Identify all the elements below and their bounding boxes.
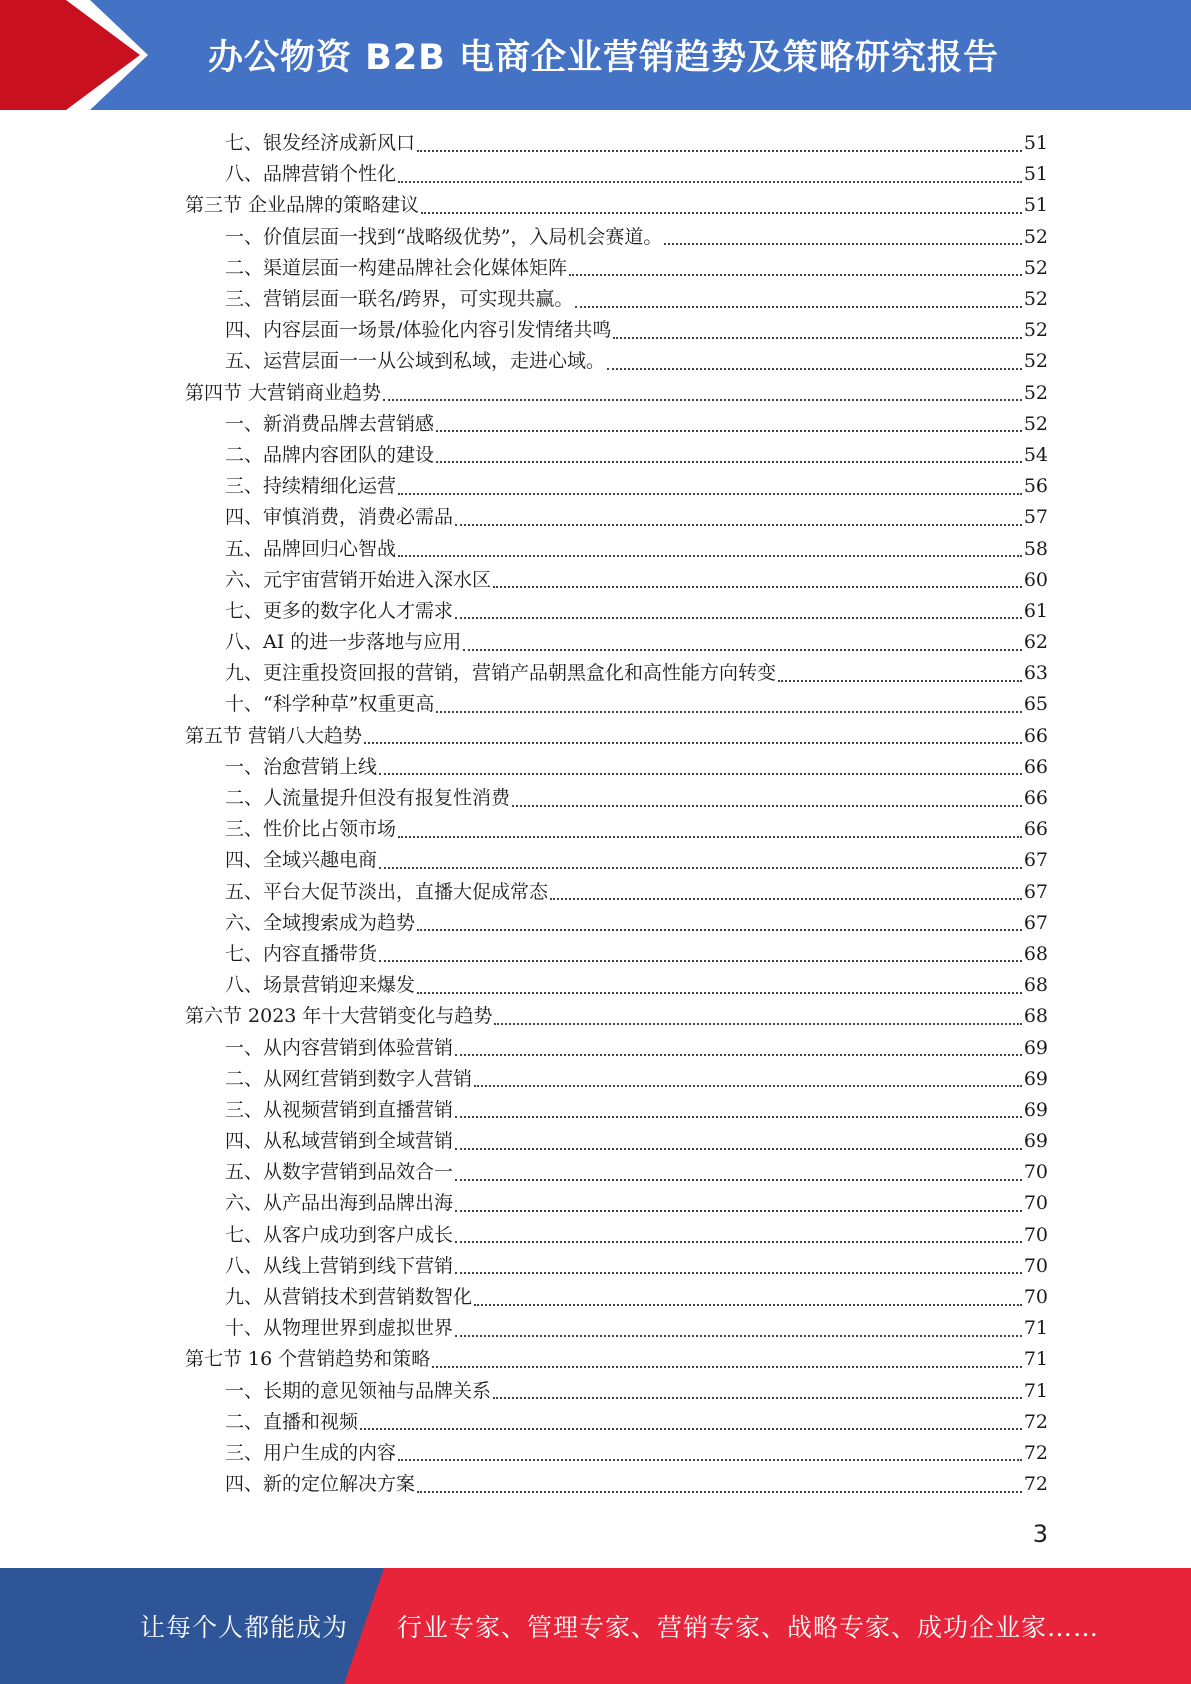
toc-subsection-entry[interactable] [185, 253, 1048, 284]
toc-entry-page: 66 [1023, 787, 1048, 810]
toc-entry-page: 72 [1023, 1410, 1048, 1433]
toc-entry-label: 六、元宇宙营销开始进入深水区 [225, 568, 492, 591]
toc-entry-page: 71 [1023, 1317, 1048, 1340]
toc-entry-label: 第七节 16 个营销趋势和策略 [185, 1348, 431, 1371]
toc-subsection-entry[interactable] [185, 970, 1048, 1001]
toc-entry-page: 72 [1023, 1441, 1048, 1464]
toc-subsection-entry[interactable] [185, 346, 1048, 377]
toc-entry-label: 六、从产品出海到品牌出海 [225, 1192, 454, 1215]
toc-entry-label: 二、从网红营销到数字人营销 [225, 1067, 473, 1090]
toc-entry-label: 四、内容层面一场景/体验化内容引发情绪共鸣 [225, 319, 612, 342]
toc-entry-page: 68 [1023, 974, 1048, 997]
toc-subsection-entry[interactable] [185, 1064, 1048, 1095]
toc-subsection-entry[interactable] [185, 1220, 1048, 1251]
toc-entry-label: 三、性价比占领市场 [225, 818, 397, 841]
toc-entry-page: 67 [1023, 911, 1048, 934]
toc-leader-dots [398, 1459, 1022, 1461]
toc-subsection-entry[interactable] [185, 284, 1048, 315]
toc-leader-dots [474, 1085, 1022, 1087]
toc-entry-label: 三、用户生成的内容 [225, 1441, 397, 1464]
toc-entry-page: 58 [1023, 537, 1048, 560]
toc-subsection-entry[interactable] [185, 1032, 1048, 1063]
toc-entry-page: 70 [1023, 1192, 1048, 1215]
toc-entry-label: 九、从营销技术到营销数智化 [225, 1286, 473, 1309]
toc-entry-label: 第六节 2023 年十大营销变化与趋势 [185, 1005, 493, 1028]
toc-leader-dots [494, 1023, 1021, 1025]
toc-entry-page: 52 [1023, 381, 1048, 404]
toc-section-entry[interactable] [185, 1001, 1048, 1032]
toc-subsection-entry[interactable] [185, 845, 1048, 876]
toc-entry-page: 62 [1023, 631, 1048, 654]
toc-entry-page: 66 [1023, 818, 1048, 841]
footer-slogan-right: 行业专家、管理专家、营销专家、战略专家、成功企业家…… [397, 1613, 1100, 1642]
toc-entry-label: 四、审慎消费，消费必需品 [225, 506, 454, 529]
toc-entry-page: 67 [1023, 880, 1048, 903]
toc-entry-page: 52 [1023, 288, 1048, 311]
toc-entry-page: 51 [1023, 132, 1048, 155]
toc-subsection-entry[interactable] [185, 783, 1048, 814]
toc-subsection-entry[interactable] [185, 409, 1048, 440]
table-of-contents [185, 128, 1048, 1500]
toc-subsection-entry[interactable] [185, 596, 1048, 627]
toc-subsection-entry[interactable] [185, 471, 1048, 502]
toc-entry-page: 52 [1023, 319, 1048, 342]
toc-entry-label: 七、银发经济成新风口 [225, 132, 416, 155]
toc-subsection-entry[interactable] [185, 1282, 1048, 1313]
toc-subsection-entry[interactable] [185, 1407, 1048, 1438]
toc-leader-dots [455, 1054, 1022, 1056]
toc-entry-label: 第三节 企业品牌的策略建议 [185, 194, 420, 217]
toc-leader-dots [569, 274, 1022, 276]
toc-subsection-entry[interactable] [185, 1188, 1048, 1219]
toc-entry-page: 68 [1023, 1005, 1048, 1028]
toc-leader-dots [455, 1179, 1022, 1181]
toc-entry-page: 70 [1023, 1223, 1048, 1246]
toc-leader-dots [455, 1210, 1022, 1212]
toc-leader-dots [436, 711, 1021, 713]
toc-entry-label: 二、直播和视频 [225, 1410, 359, 1433]
toc-entry-page: 68 [1023, 942, 1048, 965]
toc-leader-dots [398, 181, 1022, 183]
toc-subsection-entry[interactable] [185, 1251, 1048, 1282]
toc-entry-page: 66 [1023, 755, 1048, 778]
toc-entry-label: 八、AI 的进一步落地与应用 [225, 631, 462, 654]
toc-entry-label: 八、场景营销迎来爆发 [225, 974, 416, 997]
toc-entry-label: 第五节 营销八大趋势 [185, 724, 363, 747]
toc-entry-page: 69 [1023, 1067, 1048, 1090]
toc-leader-dots [436, 430, 1022, 432]
toc-leader-dots [364, 742, 1022, 744]
toc-entry-label: 三、从视频营销到直播营销 [225, 1098, 454, 1121]
toc-entry-page: 60 [1023, 568, 1048, 591]
toc-leader-dots [455, 1116, 1022, 1118]
toc-entry-label: 一、价值层面一找到“战略级优势”，入局机会赛道。 [225, 225, 663, 248]
footer-slogan-left: 让每个人都能成为 [140, 1613, 349, 1642]
toc-leader-dots [379, 960, 1022, 962]
toc-leader-dots [398, 836, 1022, 838]
toc-subsection-entry[interactable] [185, 1126, 1048, 1157]
toc-leader-dots [417, 1491, 1022, 1493]
toc-section-entry[interactable] [185, 721, 1048, 752]
toc-entry-page: 52 [1023, 256, 1048, 279]
toc-entry-page: 52 [1023, 225, 1048, 248]
toc-leader-dots [417, 929, 1022, 931]
toc-subsection-entry[interactable] [185, 1313, 1048, 1344]
toc-entry-label: 四、从私域营销到全域营销 [225, 1130, 454, 1153]
toc-entry-page: 52 [1023, 412, 1048, 435]
toc-entry-page: 63 [1023, 662, 1048, 685]
toc-entry-page: 54 [1023, 443, 1048, 466]
toc-entry-page: 71 [1023, 1348, 1048, 1371]
toc-subsection-entry[interactable] [185, 877, 1048, 908]
toc-entry-label: 五、从数字营销到品效合一 [225, 1161, 454, 1184]
footer-banner [0, 1568, 1191, 1684]
toc-subsection-entry[interactable] [185, 627, 1048, 658]
toc-entry-label: 五、平台大促节淡出，直播大促成常态 [225, 880, 549, 903]
toc-leader-dots [436, 461, 1022, 463]
toc-leader-dots [379, 773, 1022, 775]
toc-subsection-entry[interactable] [185, 1469, 1048, 1500]
toc-section-entry[interactable] [185, 190, 1048, 221]
toc-subsection-entry[interactable] [185, 939, 1048, 970]
toc-entry-label: 十、“科学种草”权重更高 [225, 693, 435, 716]
toc-leader-dots [455, 617, 1022, 619]
toc-leader-dots [383, 399, 1022, 401]
toc-leader-dots [432, 1366, 1022, 1368]
toc-subsection-entry[interactable] [185, 1095, 1048, 1126]
toc-entry-label: 二、人流量提升但没有报复性消费 [225, 787, 511, 810]
toc-entry-label: 三、营销层面一联名/跨界，可实现共赢。 [225, 288, 574, 311]
toc-entry-page: 71 [1023, 1379, 1048, 1402]
toc-entry-page: 57 [1023, 506, 1048, 529]
toc-leader-dots [575, 306, 1021, 308]
toc-subsection-entry[interactable] [185, 908, 1048, 939]
toc-subsection-entry[interactable] [185, 1438, 1048, 1469]
toc-leader-dots [360, 1428, 1022, 1430]
toc-entry-page: 65 [1023, 693, 1048, 716]
toc-entry-label: 一、从内容营销到体验营销 [225, 1036, 454, 1059]
toc-leader-dots [398, 555, 1022, 557]
toc-entry-label: 四、全域兴趣电商 [225, 849, 378, 872]
toc-leader-dots [417, 150, 1022, 152]
toc-subsection-entry[interactable] [185, 533, 1048, 564]
toc-entry-label: 三、持续精细化运营 [225, 475, 397, 498]
toc-entry-label: 七、从客户成功到客户成长 [225, 1223, 454, 1246]
toc-leader-dots [455, 524, 1022, 526]
toc-entry-label: 四、新的定位解决方案 [225, 1473, 416, 1496]
toc-leader-dots [512, 805, 1022, 807]
toc-leader-dots [607, 368, 1022, 370]
toc-entry-page: 70 [1023, 1161, 1048, 1184]
toc-subsection-entry[interactable] [185, 128, 1048, 159]
header-bar [0, 0, 1191, 110]
toc-leader-dots [664, 243, 1021, 245]
toc-entry-page: 67 [1023, 849, 1048, 872]
toc-leader-dots [493, 1397, 1022, 1399]
toc-leader-dots [778, 680, 1022, 682]
toc-leader-dots [493, 586, 1022, 588]
toc-leader-dots [550, 898, 1022, 900]
toc-subsection-entry[interactable] [185, 689, 1048, 720]
toc-leader-dots [455, 1148, 1022, 1150]
toc-entry-page: 72 [1023, 1473, 1048, 1496]
toc-entry-page: 66 [1023, 724, 1048, 747]
toc-entry-label: 一、治愈营销上线 [225, 755, 378, 778]
toc-section-entry[interactable] [185, 378, 1048, 409]
toc-leader-dots [379, 867, 1022, 869]
toc-leader-dots [463, 649, 1022, 651]
toc-entry-page: 69 [1023, 1098, 1048, 1121]
toc-leader-dots [474, 1304, 1022, 1306]
toc-entry-page: 70 [1023, 1254, 1048, 1277]
toc-entry-label: 二、品牌内容团队的建设 [225, 443, 435, 466]
toc-leader-dots [455, 1335, 1022, 1337]
toc-subsection-entry[interactable] [185, 752, 1048, 783]
toc-subsection-entry[interactable] [185, 1376, 1048, 1407]
toc-subsection-entry[interactable] [185, 222, 1048, 253]
toc-entry-page: 51 [1023, 194, 1048, 217]
toc-subsection-entry[interactable] [185, 315, 1048, 346]
document-title: 办公物资 B2B 电商企业营销趋势及策略研究报告 [207, 38, 1000, 78]
toc-entry-label: 七、更多的数字化人才需求 [225, 599, 454, 622]
toc-entry-page: 51 [1023, 163, 1048, 186]
toc-entry-label: 八、从线上营销到线下营销 [225, 1254, 454, 1277]
toc-leader-dots [421, 212, 1022, 214]
toc-subsection-entry[interactable] [185, 814, 1048, 845]
toc-entry-label: 五、运营层面一一从公域到私域，走进心域。 [225, 350, 606, 373]
toc-subsection-entry[interactable] [185, 159, 1048, 190]
toc-subsection-entry[interactable] [185, 565, 1048, 596]
toc-entry-label: 一、新消费品牌去营销感 [225, 412, 435, 435]
toc-section-entry[interactable] [185, 1344, 1048, 1375]
toc-entry-label: 五、品牌回归心智战 [225, 537, 397, 560]
toc-entry-label: 二、渠道层面一构建品牌社会化媒体矩阵 [225, 256, 568, 279]
toc-leader-dots [417, 992, 1022, 994]
toc-entry-label: 六、全域搜索成为趋势 [225, 911, 416, 934]
toc-entry-page: 56 [1023, 475, 1048, 498]
toc-entry-page: 69 [1023, 1036, 1048, 1059]
toc-subsection-entry[interactable] [185, 440, 1048, 471]
toc-subsection-entry[interactable] [185, 502, 1048, 533]
toc-entry-page: 61 [1023, 599, 1048, 622]
toc-leader-dots [455, 1241, 1022, 1243]
toc-entry-label: 九、更注重投资回报的营销，营销产品朝黑盒化和高性能方向转变 [225, 662, 777, 685]
toc-entry-label: 第四节 大营销商业趋势 [185, 381, 382, 404]
toc-entry-page: 70 [1023, 1286, 1048, 1309]
toc-leader-dots [398, 493, 1022, 495]
toc-entry-label: 十、从物理世界到虚拟世界 [225, 1317, 454, 1340]
toc-subsection-entry[interactable] [185, 1157, 1048, 1188]
toc-leader-dots [613, 337, 1021, 339]
toc-leader-dots [455, 1272, 1022, 1274]
toc-entry-label: 七、内容直播带货 [225, 942, 378, 965]
toc-entry-page: 52 [1023, 350, 1048, 373]
toc-subsection-entry[interactable] [185, 658, 1048, 689]
toc-entry-page: 69 [1023, 1130, 1048, 1153]
page-number: 3 [1032, 1520, 1048, 1548]
toc-entry-label: 一、长期的意见领袖与品牌关系 [225, 1379, 492, 1402]
toc-entry-label: 八、品牌营销个性化 [225, 163, 397, 186]
